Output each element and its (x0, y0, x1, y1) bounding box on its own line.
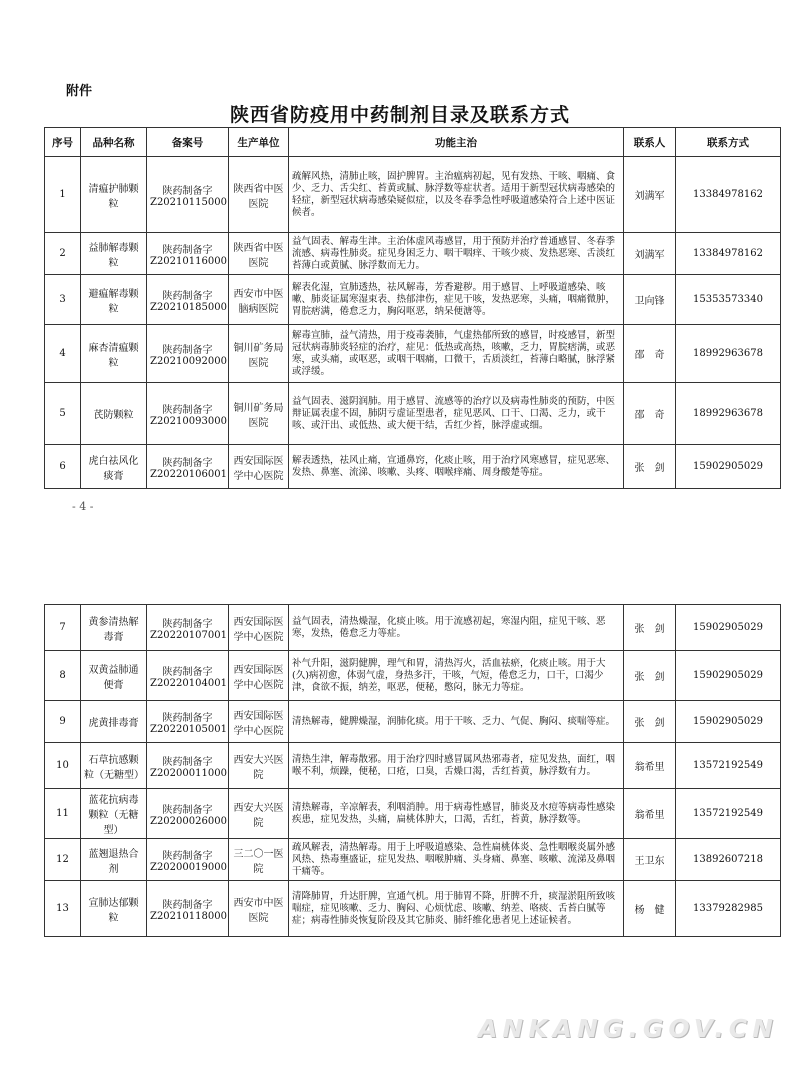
product-name: 黄参清热解毒膏 (81, 605, 147, 651)
manufacturer: 铜川矿务局医院 (229, 325, 289, 383)
manufacturer: 铜川矿务局医院 (229, 383, 289, 445)
header-phone: 联系方式 (676, 128, 781, 157)
filing-number: 陕药制备字Z20210093000 (147, 383, 229, 445)
filing-number: 陕药制备字Z20220106001 (147, 445, 229, 489)
contact-phone: 15902905029 (676, 651, 781, 701)
contact-person: 杨 健 (624, 881, 676, 937)
function-indication: 解毒宣肺，益气清热，用于疫毒袭肺，气虚热郁所致的感冒，时疫感冒，新型冠状病毒肺炎轻症的治疗，症见：低热或高热，咳嗽，乏力，胃脘痞满，或恶寒，或头痛，或呕恶，或咽干咽痛，口微干，舌质淡红，苔薄白略腻，脉浮紧或浮缓。 (289, 325, 624, 383)
filing-number: 陕药制备字Z20220107001 (147, 605, 229, 651)
contact-person: 张 剑 (624, 701, 676, 743)
table-row (45, 233, 781, 275)
table-row (45, 651, 781, 701)
table-row (45, 839, 781, 881)
contact-phone: 13384978162 (676, 157, 781, 233)
header-no: 序号 (45, 128, 81, 157)
contact-phone: 18992963678 (676, 325, 781, 383)
table-row (45, 701, 781, 743)
product-name: 芪防颗粒 (81, 383, 147, 445)
filing-number: 陕药制备字Z20210115000 (147, 157, 229, 233)
manufacturer: 西安国际医学中心医院 (229, 445, 289, 489)
filing-number: 陕药制备字Z20210092000 (147, 325, 229, 383)
contact-person: 翁希里 (624, 743, 676, 789)
product-name: 清瘟护肺颗粒 (81, 157, 147, 233)
product-name: 双黄益肺通便膏 (81, 651, 147, 701)
header-function: 功能主治 (289, 128, 624, 157)
filing-number: 陕药制备字Z20210185000 (147, 275, 229, 325)
function-indication: 补气升阳，滋阴健脾，理气和胃，清热泻火，活血祛瘀，化痰止咳。用于大(久)病初愈，体弱气虚，身热多汗，干咳，气短，倦怠乏力，口干，口渴少津，食欲不振，纳差，呕恶，便秘，憋闷，脉无力等症。 (289, 651, 624, 701)
row-number: 10 (45, 743, 81, 789)
catalog-table-page-1 (44, 127, 781, 489)
function-indication: 清降肺胃，升达肝脾，宣通气机。用于肺胃不降，肝脾不升，痰湿淤阻所致咳喘症，症见咳嗽、乏力、胸闷、心烦忧虑、咳嗽、纳差、咯痰、舌苔白腻等症；病毒性肺炎恢复阶段及其它肺炎、肺纤维化患者见上述证候者。 (289, 881, 624, 937)
contact-phone: 15353573340 (676, 275, 781, 325)
product-name: 避瘟解毒颗粒 (81, 275, 147, 325)
row-number: 5 (45, 383, 81, 445)
table-row (45, 325, 781, 383)
page-number: - 4 - (72, 500, 94, 513)
contact-person: 翁希里 (624, 789, 676, 839)
contact-person: 卫向锋 (624, 275, 676, 325)
function-indication: 清热解毒，健脾燥湿，润肺化痰。用于干咳、乏力、气促、胸闷、痰喘等症。 (289, 701, 624, 743)
manufacturer: 西安市中医脑病医院 (229, 275, 289, 325)
contact-phone: 13572192549 (676, 743, 781, 789)
contact-person: 张 剑 (624, 605, 676, 651)
contact-person: 张 剑 (624, 651, 676, 701)
row-number: 3 (45, 275, 81, 325)
manufacturer: 西安大兴医院 (229, 789, 289, 839)
header-name: 品种名称 (81, 128, 147, 157)
filing-number: 陕药制备字Z20210116000 (147, 233, 229, 275)
product-name: 蓝翘退热合剂 (81, 839, 147, 881)
product-name: 虎黄排毒膏 (81, 701, 147, 743)
contact-phone: 13379282985 (676, 881, 781, 937)
table-row (45, 383, 781, 445)
table-row (45, 743, 781, 789)
filing-number: 陕药制备字Z20220104001 (147, 651, 229, 701)
function-indication: 益气固表、解毒生津。主治体虚风毒感冒，用于预防并治疗普通感冒、冬春季流感、病毒性肺炎。症见身困乏力、咽干咽痒、干咳少痰、发热恶寒、舌淡红苔薄白或黄腻、脉浮数而无力。 (289, 233, 624, 275)
table-row (45, 605, 781, 651)
contact-person: 张 剑 (624, 445, 676, 489)
product-name: 蓝花抗病毒颗粒（无糖型） (81, 789, 147, 839)
contact-person: 王卫东 (624, 839, 676, 881)
table-row (45, 275, 781, 325)
product-name: 益肺解毒颗粒 (81, 233, 147, 275)
contact-phone: 15902905029 (676, 701, 781, 743)
table-header-row (45, 128, 781, 157)
table-row (45, 157, 781, 233)
row-number: 6 (45, 445, 81, 489)
contact-person: 邵 奇 (624, 325, 676, 383)
row-number: 12 (45, 839, 81, 881)
header-filing: 备案号 (147, 128, 229, 157)
attachment-label: 附件 (66, 84, 93, 99)
function-indication: 疏解风热，清肺止咳，固护脾胃。主治瘟病初起，见有发热、干咳、咽痛、食少、乏力、舌尖红、苔黄或腻、脉浮数等症状者。适用于新型冠状病毒感染的轻症，新型冠状病毒感染疑似症，以及冬春季急性呼吸道感染符合上述中医证候者。 (289, 157, 624, 233)
header-maker: 生产单位 (229, 128, 289, 157)
contact-phone: 15902905029 (676, 445, 781, 489)
row-number: 2 (45, 233, 81, 275)
contact-phone: 13892607218 (676, 839, 781, 881)
contact-person: 邵 奇 (624, 383, 676, 445)
manufacturer: 西安市中医医院 (229, 881, 289, 937)
contact-phone: 13572192549 (676, 789, 781, 839)
contact-phone: 15902905029 (676, 605, 781, 651)
product-name: 虎白祛风化痰膏 (81, 445, 147, 489)
row-number: 4 (45, 325, 81, 383)
manufacturer: 陕西省中医医院 (229, 157, 289, 233)
manufacturer: 西安国际医学中心医院 (229, 651, 289, 701)
row-number: 13 (45, 881, 81, 937)
manufacturer: 西安国际医学中心医院 (229, 701, 289, 743)
product-name: 石草抗感颗粒（无糖型） (81, 743, 147, 789)
function-indication: 解表化湿，宣肺透热，祛风解毒，芳香避秽。用于感冒、上呼吸道感染、咳嗽、肺炎证属寒湿束表、热郁津伤，症见干咳，发热恶寒，头痛，咽痛微肿，胃脘痞满，倦怠乏力，胸闷呕恶，纳呆便溏等。 (289, 275, 624, 325)
header-contact: 联系人 (624, 128, 676, 157)
row-number: 9 (45, 701, 81, 743)
contact-phone: 18992963678 (676, 383, 781, 445)
manufacturer: 西安国际医学中心医院 (229, 605, 289, 651)
page-title: 陕西省防疫用中药制剂目录及联系方式 (229, 104, 570, 126)
function-indication: 清热生津，解毒散邪。用于治疗四时感冒属风热邪毒者，症见发热，面红，咽喉不利，烦躁，便秘，口疮，口臭，舌燥口渴，舌红苔黄，脉浮数有力。 (289, 743, 624, 789)
table-row (45, 881, 781, 937)
row-number: 8 (45, 651, 81, 701)
function-indication: 益气固表，清热燥湿，化痰止咳。用于流感初起，寒湿内阻，症见干咳、恶寒，发热，倦怠乏力等症。 (289, 605, 624, 651)
contact-phone: 13384978162 (676, 233, 781, 275)
function-indication: 解表透热，祛风止痛，宣通鼻窍，化痰止咳，用于治疗风寒感冒，症见恶寒、发热、鼻塞、流涕、咳嗽、头疼、咽喉痒痛、周身酸楚等症。 (289, 445, 624, 489)
table-row (45, 445, 781, 489)
filing-number: 陕药制备字Z20200011000 (147, 743, 229, 789)
product-name: 宣肺达郁颗粒 (81, 881, 147, 937)
manufacturer: 西安大兴医院 (229, 743, 289, 789)
manufacturer: 三二〇一医院 (229, 839, 289, 881)
contact-person: 刘满军 (624, 233, 676, 275)
filing-number: 陕药制备字Z20220105001 (147, 701, 229, 743)
catalog-table-page-2 (44, 604, 781, 937)
filing-number: 陕药制备字Z20200019000 (147, 839, 229, 881)
manufacturer: 陕西省中医医院 (229, 233, 289, 275)
row-number: 7 (45, 605, 81, 651)
contact-person: 刘满军 (624, 157, 676, 233)
row-number: 1 (45, 157, 81, 233)
filing-number: 陕药制备字Z20200026000 (147, 789, 229, 839)
table-row (45, 789, 781, 839)
function-indication: 清热解毒，辛凉解表，利咽消肿。用于病毒性感冒，肺炎及水痘等病毒性感染疾患，症见发热，头痛，扁桃体肿大，口渴，舌红，苔黄，脉浮数等。 (289, 789, 624, 839)
function-indication: 益气固表、滋阴润肺。用于感冒、流感等的治疗以及病毒性肺炎的预防，中医辩证属表虚不固，肺阴亏虚证型患者，症见恶风、口干、口渴、乏力，或干咳、或汗出、或低热、或大便干结，舌红少苔，脉浮虚或细。 (289, 383, 624, 445)
function-indication: 疏风解表，清热解毒。用于上呼吸道感染、急性扁桃体炎、急性咽喉炎属外感风热、热毒壅盛证，症见发热、咽喉肿痛、头身痛、鼻塞、咳嗽、流涕及鼻咽干痛等。 (289, 839, 624, 881)
row-number: 11 (45, 789, 81, 839)
product-name: 麻杏清瘟颗粒 (81, 325, 147, 383)
watermark: ANKANG.GOV.CN (477, 1014, 778, 1043)
filing-number: 陕药制备字Z20210118000 (147, 881, 229, 937)
